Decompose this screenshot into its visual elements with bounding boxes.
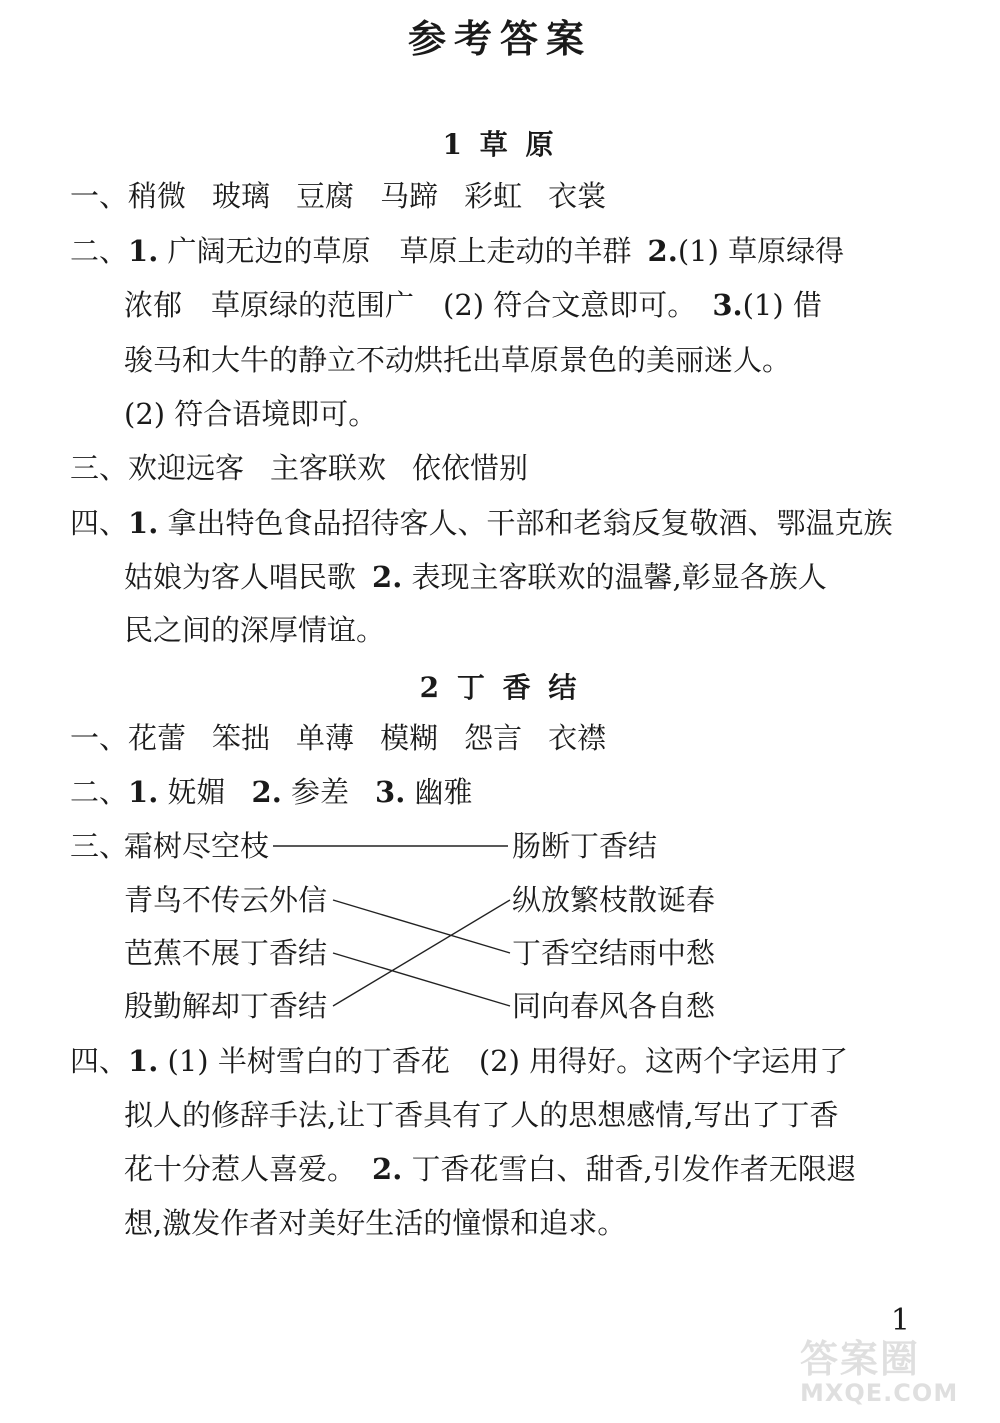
answer-text: 丁香花雪白、甜香,引发作者无限遐 <box>411 1152 856 1186</box>
s1-q1-word: 马蹄 <box>380 179 439 213</box>
page-number: 1 <box>890 1303 910 1338</box>
page-title: 参考答案 <box>407 16 592 61</box>
s1-q1-word: 稍微 <box>128 179 187 213</box>
s2-q4-line4: 想,激发作者对美好生活的憧憬和追求。 <box>124 1206 627 1240</box>
s1-q1-word: 衣裳 <box>548 179 607 213</box>
s1-q2-label: 二、 <box>70 234 129 268</box>
s1-q3-word: 欢迎远客 <box>128 451 245 485</box>
s2-q1-word: 花蕾 <box>128 721 187 755</box>
answer-text: 姑娘为客人唱民歌 <box>124 560 357 594</box>
s1-q4-line1 <box>70 503 893 543</box>
watermark-logo <box>800 1328 990 1418</box>
item-number: 1. <box>128 234 159 268</box>
answer-text: 表现主客联欢的温馨,彰显各族人 <box>411 560 827 594</box>
s2-q4-line1 <box>70 1041 848 1081</box>
s2-q4-line2: 拟人的修辞手法,让丁香具有了人的思想感情,写出了丁香 <box>124 1098 839 1132</box>
s1-q1-word: 豆腐 <box>296 179 355 213</box>
answer-text: 拿出特色食品招待客人、干部和老翁反复敬酒、鄂温克族 <box>167 506 893 540</box>
s2-q1-word: 衣襟 <box>548 721 607 755</box>
match-line <box>333 900 510 1006</box>
s1-q4-line2 <box>124 557 827 597</box>
answer-text: 参差 <box>291 775 350 809</box>
match-right-item: 肠断丁香结 <box>512 829 658 863</box>
s1-q2-line1 <box>70 231 844 271</box>
answer-text: 广阔无边的草原 草原上走动的羊群 <box>167 234 632 268</box>
s1-q1-word: 玻璃 <box>212 179 271 213</box>
answer-text: 浓郁 草原绿的范围广 (2) 符合文意即可。 <box>124 288 697 322</box>
s2-q1-word: 笨拙 <box>212 721 271 755</box>
item-number: 1. <box>128 775 159 809</box>
s2-q1-label: 一、 <box>70 721 129 755</box>
s2-q1-word: 单薄 <box>296 721 355 755</box>
section-1-title: 1 草 原 <box>442 128 558 161</box>
s1-q3-label: 三、 <box>70 451 129 485</box>
section-2-title: 2 丁 香 结 <box>419 671 581 704</box>
s2-q1-word: 模糊 <box>380 721 439 755</box>
item-number: 2. <box>372 560 403 594</box>
answer-text: (1) 半树雪白的丁香花 (2) 用得好。这两个字运用了 <box>167 1044 849 1078</box>
match-left-item: 芭蕉不展丁香结 <box>124 936 328 970</box>
s2-q4-line3 <box>124 1149 856 1189</box>
s2-q2 <box>70 772 473 812</box>
answer-text: (1) 借 <box>742 288 822 322</box>
s1-q1-label: 一、 <box>70 179 129 213</box>
s2-q2-label: 二、 <box>70 775 129 809</box>
match-left-item: 青鸟不传云外信 <box>124 883 328 917</box>
s1-q2-line4: (2) 符合语境即可。 <box>124 397 378 431</box>
watermark-top: 答案圈 <box>800 1337 921 1381</box>
s1-q4-label: 四、 <box>70 506 129 540</box>
s1-q2-line3: 骏马和大牛的静立不动烘托出草原景色的美丽迷人。 <box>124 343 792 377</box>
answer-text: 花十分惹人喜爱。 <box>124 1152 357 1186</box>
s2-q1 <box>70 718 606 758</box>
s1-q3-word: 依依惜别 <box>412 451 529 485</box>
item-number: 2. <box>251 775 282 809</box>
s1-q1-word: 彩虹 <box>464 179 523 213</box>
item-number: 2. <box>647 234 678 268</box>
item-number: 3. <box>375 775 406 809</box>
answer-text: 幽雅 <box>414 775 473 809</box>
match-left-item: 霜树尽空枝 <box>124 829 270 863</box>
s2-q4-label: 四、 <box>70 1044 129 1078</box>
item-number: 2. <box>372 1152 403 1186</box>
item-number: 1. <box>128 1044 159 1078</box>
s1-q4-line3: 民之间的深厚情谊。 <box>124 613 386 647</box>
s2-q1-word: 怨言 <box>464 721 523 755</box>
s1-q1 <box>70 176 606 216</box>
match-left-item: 殷勤解却丁香结 <box>124 989 328 1023</box>
match-right-item: 纵放繁枝散诞春 <box>512 883 716 917</box>
match-line <box>333 953 510 1006</box>
item-number: 3. <box>712 288 743 322</box>
s1-q2-line2 <box>124 285 822 325</box>
match-line <box>333 900 510 953</box>
watermark-bottom: MXQE.COM <box>800 1379 959 1407</box>
s1-q3-word: 主客联欢 <box>270 451 387 485</box>
s1-q3 <box>70 448 528 488</box>
item-number: 1. <box>128 506 159 540</box>
match-right-item: 丁香空结雨中愁 <box>512 936 716 970</box>
match-right-item: 同向春风各自愁 <box>512 989 716 1023</box>
answer-text: (1) 草原绿得 <box>677 234 845 268</box>
s2-q3-label: 三、 <box>70 829 129 863</box>
answer-text: 妩媚 <box>167 775 226 809</box>
